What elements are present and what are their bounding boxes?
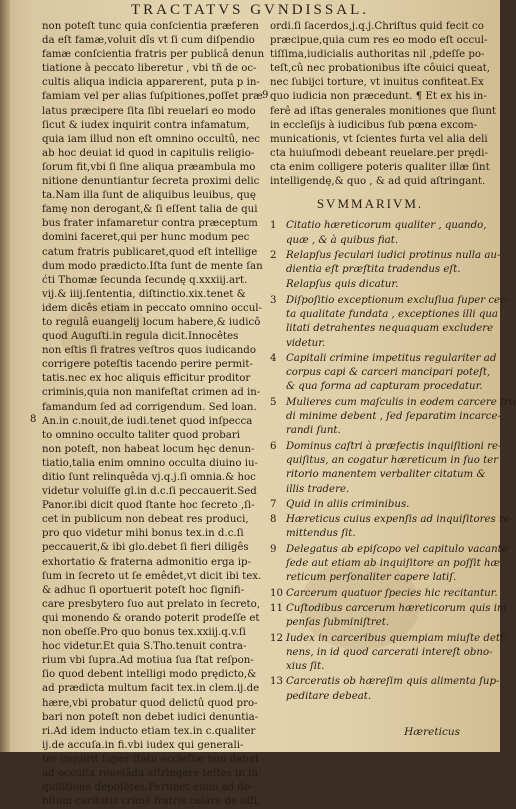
summary-item-number: 6 — [270, 440, 277, 452]
summary-item-line: reticum perſonaliter capere latiſ. — [286, 572, 457, 584]
text-line: hoc videtur.Et quia S.Tho.tenuit contra- — [42, 641, 247, 653]
text-line: ordi.ſi ſacerdos,j.q.j.Chriſtus quid fecit co — [270, 21, 484, 32]
summary-item-line: penſas ſubminiſtret. — [286, 617, 390, 629]
summary-item-number: 13 — [270, 676, 283, 688]
summary-item-line: Cuſtodibus carcerum hæreticorum quis im — [286, 602, 507, 614]
summary-item-line: Carceratis ob hæreſim quis alimenta ſup- — [286, 676, 500, 688]
summary-item — [270, 440, 502, 497]
text-line: tiatio,talia enim omnino occulta diuino iu- — [42, 457, 259, 469]
right-column — [270, 20, 516, 705]
text-line: ij.de accuſa.in fi.vbi iudex qui generali- — [42, 739, 244, 751]
text-line: & adhuc ſi oportuerit poteſt hoc ſignifi- — [42, 584, 245, 596]
text-line: bitum caritatis crimê fratris celare de offi, — [42, 796, 261, 808]
text-line: non eſtis ſi fratres veſtros quos iudicando — [42, 345, 256, 357]
text-line: ad occulta reuelâda aſtringere teſtes in in- — [42, 767, 262, 779]
summary-item — [270, 278, 470, 292]
text-line: pro quo videtur mihi bonus tex.in d.c.ſi — [42, 528, 244, 540]
summary-item-line: di minime debent , ſed ſeparatim incarce- — [286, 411, 501, 423]
text-line: intelligendę,& quo , & ad quid aſtringant. — [270, 176, 486, 188]
text-line: famæ conſcientia fratris per publicâ denun — [42, 49, 265, 61]
summary-item-line: Mulieres cum maſculis in eodem carcere tru — [286, 396, 516, 408]
text-line: tiſſima,iudicialis authoritas nil ,pdeſſe po- — [270, 49, 485, 61]
summary-item-line: Quid in aliis criminibus. — [286, 498, 410, 510]
summary-item-number: 12 — [270, 632, 283, 644]
text-line: vij.& iiij.ſententia, diſtinctio.xix.tenet & — [42, 288, 246, 300]
text-line: videtur voluiſſe gl.in d.c.ſi peccauerit.Sed — [42, 486, 257, 498]
text-line: tiatione à peccato liberetur , vbi tñ de oc- — [42, 63, 257, 75]
summary-item-line: ta qualitate fundata , exceptiones illi qua — [286, 309, 498, 320]
summary-item-number: 3 — [270, 294, 277, 306]
summary-item-line: Iudex in carceribus quempiam miuſte deti- — [286, 632, 507, 644]
text-line: hære,vbi probatur quod delictû quod pro- — [42, 697, 258, 709]
text-line: care presbytero ſuo aut prelato in ſecreto, — [42, 598, 261, 610]
summary-item — [270, 675, 500, 704]
text-line: ditio ſunt relinquêda vj.q.j.ſi omnia.& hoc — [42, 472, 256, 483]
summary-item-line: litati detrahentes nequaquam excludere — [286, 323, 494, 335]
summary-item-line: ritorio manentem verbaliter citatum & — [286, 469, 486, 481]
summary-item — [270, 587, 498, 601]
text-line: famiam vel per alias ſuſpitiones,poſſet præ — [42, 91, 263, 103]
summary-item — [270, 632, 507, 675]
text-line: quod Auguſti.in regula dicit.Innocêtes — [42, 331, 239, 343]
summary-item — [270, 219, 487, 248]
summary-item-line: nens, in id quod carcerati intereſt obno- — [286, 646, 493, 658]
text-line: cultis aliqua indicia apparerent, puta p in- — [42, 77, 260, 89]
text-line: da eſt famæ,voluit dîs vt ſi cum diſpendio — [42, 35, 255, 47]
summary-item-line: Relapſus quis dicatur. — [286, 279, 399, 291]
text-line: An.in c.nouit,de iudi.tenet quod inſpecca — [42, 415, 253, 427]
text-line: dum modo prædicto.Iſta ſunt de mente ſan — [42, 260, 263, 272]
summary-item — [270, 543, 508, 586]
summary-item-line: Hæreticus cuius expenſis ad inquiſitores re- — [286, 514, 514, 526]
summary-item — [270, 352, 497, 395]
summary-item-line: illis tradere. — [286, 483, 350, 495]
summary-item — [270, 249, 501, 278]
summary-item-line: mittendus ſit. — [286, 528, 356, 540]
page-gutter — [0, 0, 10, 752]
summary-item-line: Citatio hæreticorum qualiter , quando, — [286, 220, 487, 232]
summary-item-line: Capitali crimine impetitus regulariter ad — [286, 352, 497, 364]
text-line: catum fratris publicaret,quod eſt intellige — [42, 246, 258, 258]
catchword: Hæreticus — [404, 726, 460, 738]
text-line: Panor.ibi dicit quod ſtante hoc ſecreto ,ſi- — [42, 500, 255, 512]
text-line: nitione denuntiantur ſecreta proximi delic — [42, 176, 260, 188]
text-line: ferê ad iſtas generales monitiones que ſiunt — [270, 105, 497, 117]
summary-item-line: Diſpoſitio exceptionum excluſiua ſuper cer- — [286, 294, 509, 306]
text-line: famandum ſed ad corrigendum. Sed loan. — [42, 401, 257, 413]
summary-item-line: xius ſit. — [286, 661, 325, 673]
right-column-text — [270, 20, 497, 189]
summary-item-line: videtur. — [286, 337, 326, 349]
summary-item-number: 7 — [270, 498, 277, 510]
text-line: to regulâ euangelij locum habere,& iudicô — [42, 316, 261, 328]
text-line: ta.Nam illa ſunt de aliquibus leuibus, quę — [42, 190, 256, 202]
text-line: ad prædicta multum facit tex.in clem.ij.de — [42, 683, 260, 695]
margin-number: 9 — [262, 90, 269, 101]
text-line: quia iam illud non eſt omnino occultû, nec — [42, 133, 260, 145]
text-line: domini faceret,qui per hunc modum pec — [42, 232, 250, 244]
text-line: ſorum fit,vbi ſi ſine aliqua præambula mo — [42, 161, 256, 173]
text-line: non poteſt tunc quia conſcientia præferen — [42, 21, 259, 32]
text-line: cta huiuſmodi debeant reuelare.per prędi- — [270, 147, 488, 159]
text-line: ſicut & iudex inquirit contra infamatum, — [42, 119, 250, 131]
summary-heading: SVMMARIVM. — [316, 196, 424, 212]
text-line: qui monendo & orando poterit prodeſſe et — [42, 612, 260, 624]
summary-item-number: 8 — [270, 514, 277, 526]
left-column — [42, 20, 264, 809]
running-head: TRACTATVS GVNDISSAL. — [131, 2, 369, 18]
text-line: cet in publicum non debeat res produci, — [42, 514, 249, 526]
summary-item-line: peditare debeat. — [286, 690, 372, 702]
text-line: cta enim colligere poteris qualiter illæ ſint — [270, 161, 490, 173]
summary-item-line: Relapſus ſeculari iudici protinus nulla au- — [286, 249, 501, 261]
text-line: quo iudicia non præcedunt. ¶ Et ex his in- — [270, 91, 487, 103]
summary-item-number: 4 — [270, 352, 277, 364]
text-line: ſum in ſecreto ut ſe emêdet,vt dicit ibi tex. — [42, 570, 262, 582]
text-line: ri.Ad idem inducto etiam tex.in c.qualiter — [42, 725, 256, 737]
summary-item — [270, 294, 509, 351]
text-line: corrigere poteſtis tacendo perire permit- — [42, 359, 253, 371]
summary-item-line: Delegatus ab epiſcopo vel capitulo vacante — [286, 543, 508, 555]
text-line: bari non poteſt non debet iudici denuntia- — [42, 711, 259, 723]
summary-item-line: corpus capi & carceri mancipari poteſt, — [286, 367, 491, 379]
summary-item — [270, 513, 514, 542]
summary-item-line: quiſitus, an cogatur hæreticum in ſuo ter — [286, 454, 499, 466]
text-line: præcipue,quia cum res eo modo eſt occul- — [270, 35, 488, 47]
summary-item — [270, 602, 507, 631]
text-line: exhortatio & fraterna admonitio erga ip- — [42, 556, 252, 568]
summary-item-line: ſede aut etiam ab inquiſitore an poſſit hæ — [286, 558, 501, 570]
summary-item-line: & qua forma ad capturam procedatur. — [286, 381, 483, 393]
summary-item — [270, 498, 470, 512]
text-line: bus frater infamaretur contra præceptum — [42, 218, 258, 230]
summary-item-line: quæ , & à quibus fiat. — [286, 234, 399, 246]
margin-number: 8 — [30, 414, 37, 425]
summary-item-number: 11 — [270, 602, 283, 614]
text-line: peccauerit,& ibi glo.debet ſi fieri diligês — [42, 542, 249, 554]
summary-item-number: 2 — [270, 249, 277, 261]
summary-item-number: 10 — [270, 587, 283, 599]
text-line: nec ſubijci torture, vt inuitus confiteat.Ex — [270, 77, 484, 89]
text-line: quiſitione depoſêtes.Pertinet enim ad de- — [42, 782, 254, 794]
text-line: idem dicês etiam in peccato omnino occul- — [42, 302, 262, 314]
text-line: latus præcipere ſita ſibi reuelari eo modo — [42, 105, 256, 117]
text-line: famę non derogant,& ſi eſſent talia de qui — [42, 204, 258, 216]
text-line: to omnino occulto taliter quod probari — [42, 429, 240, 441]
summary-item-number: 9 — [270, 543, 277, 555]
text-line: rium vbi ſupra.Ad motiua ſua ſtat reſpon- — [42, 655, 254, 667]
text-line: ſio quod debent intelligi modo prędicto,& — [42, 669, 257, 681]
text-line: municationis, vt ſcientes furta vel alia deli — [270, 133, 488, 145]
text-line: ab hoc deuiat id quod in capitulis religio- — [42, 147, 255, 159]
text-line: ter inquirit ſuper ſtatu eccleſiæ non debet — [42, 753, 259, 765]
text-line: non obeſſe.Pro quo bonus tex.xxiij.q.v.ſi — [42, 627, 246, 639]
summary-item-line: Dominus caſtri à præfectis inquiſitioni re- — [286, 440, 502, 452]
summary-item — [270, 396, 516, 439]
summary-item-line: dientia eſt præſtita tradendus eſt. — [286, 264, 461, 276]
summary-list — [270, 219, 516, 704]
text-line: tatis.nec ex hoc aliquis efficitur proditor — [42, 373, 251, 385]
summary-item-number: 5 — [270, 396, 277, 408]
text-line: in eccleſijs à iudicibus ſub pœna excom- — [270, 119, 478, 131]
summary-item-number: 1 — [270, 220, 277, 232]
text-line: non poteſt, non habeat locum hęc denun- — [42, 443, 255, 455]
summary-item-line: randi ſunt. — [286, 425, 341, 437]
text-line: teſt,cû nec probationibus iſte côuici queat, — [270, 63, 491, 75]
text-line: criminis,quia non manifeſtat crimen ad in- — [42, 387, 261, 399]
text-line: ćti Thomæ ſecunda ſecundę q.xxxiij.art. — [42, 274, 248, 286]
summary-item-line: Carcerum quatuor ſpecies hic recitantur. — [286, 587, 498, 599]
